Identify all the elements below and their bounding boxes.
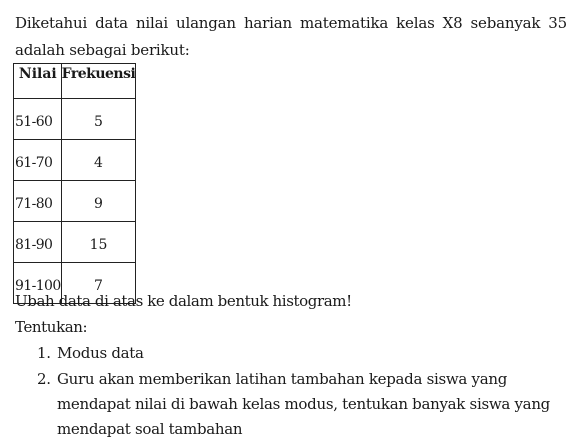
task-list	[15, 341, 562, 443]
cell-frekuensi: 5	[61, 99, 136, 140]
frequency-table	[13, 63, 136, 304]
cell-nilai: 91-100	[14, 263, 62, 304]
cell-nilai: 81-90	[14, 222, 62, 263]
cell-frekuensi: 4	[61, 140, 136, 181]
list-number: 2.	[37, 370, 51, 388]
table-row	[14, 181, 136, 222]
list-number: 1.	[37, 344, 51, 362]
cell-nilai: 71-80	[14, 181, 62, 222]
header-nilai: Nilai	[14, 64, 62, 99]
cell-nilai: 51-60	[14, 99, 62, 140]
intro-paragraph: Diketahui data nilai ulangan harian matematika kelas X8 sebanyak 35 adalah sebagai berikut:	[15, 14, 567, 59]
table-row	[14, 140, 136, 181]
cell-frekuensi: 9	[61, 181, 136, 222]
table-row	[14, 222, 136, 263]
tentukan-label: Tentukan:	[15, 318, 88, 336]
cell-frekuensi: 7	[61, 263, 136, 304]
table-header-row	[14, 64, 136, 99]
list-item	[15, 367, 562, 442]
header-frekuensi: Frekuensi	[61, 64, 136, 99]
cell-frekuensi: 15	[61, 222, 136, 263]
table-row	[14, 99, 136, 140]
cell-nilai: 61-70	[14, 140, 62, 181]
instruction-text: Ubah data di atas ke dalam bentuk histogram!	[15, 292, 352, 310]
list-item	[15, 341, 562, 366]
list-item-text: Guru akan memberikan latihan tambahan kepada siswa yang mendapat nilai di bawah kelas modus, tentukan banyak siswa yang mendapat soal tambahan	[57, 370, 550, 438]
list-item-text: Modus data	[57, 344, 144, 362]
